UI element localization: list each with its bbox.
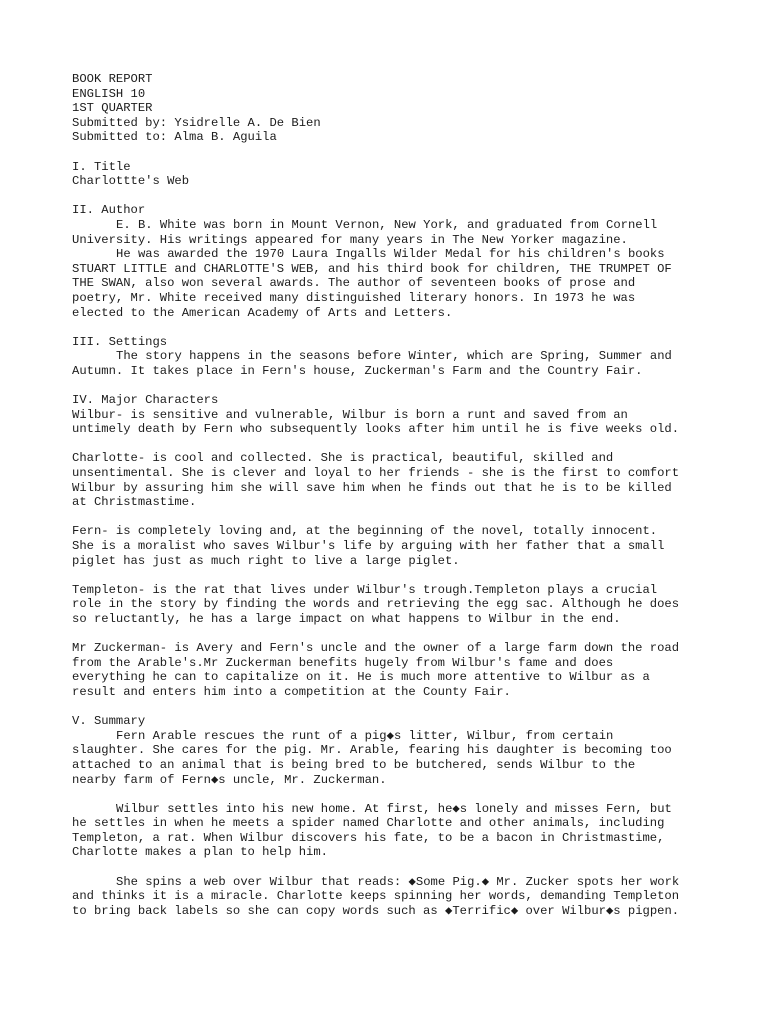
section-heading-settings: III. Settings: [72, 334, 168, 349]
section-heading-characters: IV. Major Characters: [72, 393, 219, 408]
section-heading-summary: V. Summary: [72, 714, 146, 729]
section-heading-author: II. Author: [72, 203, 146, 218]
spacer: [72, 189, 702, 204]
spacer: [72, 145, 702, 160]
character-charlotte: Charlotte- is cool and collected. She is practical, beautiful, skilled and unsentimental. She is clever and loyal to her friends - she is the first to comfort Wilbur by assuring him she will save him when he finds out that he is to be killed at Christmastime.: [72, 451, 680, 510]
spacer: [72, 378, 702, 393]
header-line-submitted-by: Submitted by: Ysidrelle A. De Bien: [72, 115, 321, 130]
book-title: Charlottte's Web: [72, 174, 190, 189]
spacer: [72, 787, 702, 802]
header-line-subject: ENGLISH 10: [72, 86, 146, 101]
header-line-quarter: 1ST QUARTER: [72, 101, 153, 116]
character-zuckerman: Mr Zuckerman- is Avery and Fern's uncle and the owner of a large farm down the road from the Arable's.Mr Zuckerman benefits hugely from Wilbur's fame and does everything he can to capitalize on it. He is much more attentive to Wilbur as a result and enters him into a competition at the County Fair.: [72, 641, 680, 699]
spacer: [72, 568, 702, 583]
spacer: [72, 700, 702, 715]
author-section: [72, 203, 702, 320]
summary-paragraph-1: Fern Arable rescues the runt of a pig◆s litter, Wilbur, from certain slaughter. She cares for the pig. Mr. Arable, fearing his daughter is becoming too attached to an animal that is being bred to be butchered, sends Wilbur to the nearby farm of Fern◆s uncle, Mr. Zuckerman.: [72, 728, 672, 787]
title-section: [72, 160, 702, 189]
spacer: [72, 860, 702, 875]
settings-paragraph: The story happens in the seasons before Winter, which are Spring, Summer and Autumn. It takes place in Fern's house, Zuckerman's Farm and the Country Fair.: [72, 349, 672, 378]
characters-section: [72, 393, 702, 699]
author-paragraph-2: He was awarded the 1970 Laura Ingalls Wilder Medal for his children's books STUART LITTLE and CHARLOTTE'S WEB, and his third book for children, THE TRUMPET OF THE SWAN, also won several awards. The author of seventeen books of prose and poetry, Mr. White received many distinguished literary honors. In 1973 he was elected to the American Academy of Arts and Letters.: [72, 247, 672, 320]
spacer: [72, 510, 702, 525]
header-line-report-type: BOOK REPORT: [72, 72, 153, 86]
author-paragraph-1: E. B. White was born in Mount Vernon, New York, and graduated from Cornell University. His writings appeared for many years in The New Yorker magazine.: [72, 217, 658, 247]
spacer: [72, 627, 702, 642]
spacer: [72, 437, 702, 452]
header-line-submitted-to: Submitted to: Alma B. Aguila: [72, 130, 277, 145]
settings-section: [72, 335, 702, 379]
document-page: [72, 72, 702, 918]
summary-section: [72, 714, 702, 918]
character-fern: Fern- is completely loving and, at the beginning of the novel, totally innocent. She is a moralist who saves Wilbur's life by arguing with her father that a small piglet has just as much right to live a large piglet.: [72, 524, 665, 568]
report-header: [72, 72, 702, 145]
character-wilbur: Wilbur- is sensitive and vulnerable, Wilbur is born a runt and saved from an untimely death by Fern who subsequently looks after him until he is five weeks old.: [72, 407, 680, 437]
summary-paragraph-2: Wilbur settles into his new home. At first, he◆s lonely and misses Fern, but he settles in when he meets a spider named Charlotte and other animals, including Templeton, a rat. When Wilbur discovers his fate, to be a bacon in Christmastime, Charlotte makes a plan to help him.: [72, 801, 672, 860]
spacer: [72, 320, 702, 335]
character-templeton: Templeton- is the rat that lives under Wilbur's trough.Templeton plays a crucial role in the story by finding the words and retrieving the egg sac. Although he does so reluctantly, he has a large impact on what happens to Wilbur in the end.: [72, 582, 680, 626]
summary-paragraph-3: She spins a web over Wilbur that reads: ◆Some Pig.◆ Mr. Zucker spots her work and thinks it is a miracle. Charlotte keeps spinning her words, demanding Templeton to bring back labels so she can copy words such as ◆Terrific◆ over Wilbur◆s pigpen.: [72, 874, 680, 918]
section-heading-title: I. Title: [72, 159, 131, 174]
